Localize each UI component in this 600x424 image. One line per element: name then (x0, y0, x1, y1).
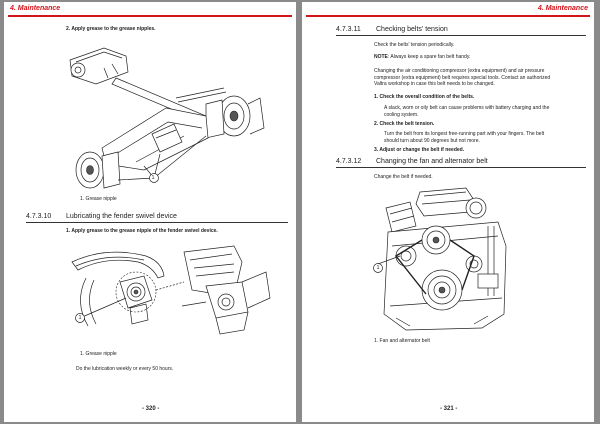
step-fender-grease: 1. Apply grease to the grease nipple of the fender swivel device. (66, 228, 218, 234)
section-4-7-3-12-number: 4.7.3.12 (336, 158, 362, 165)
step1-detail-line-2: cooling system. (384, 111, 419, 118)
step2-detail-line-1: Turn the belt from its longest free-running part with your fingers. The belt (384, 131, 545, 137)
step2-detail-line-2: should turn about 90 degrees but not more. (384, 137, 480, 144)
belt-intro: Check the belts' tension periodically. (374, 42, 455, 48)
right-header-rule (306, 15, 590, 17)
section-rule (26, 222, 288, 223)
left-page-header: 4. Maintenance (10, 5, 61, 12)
left-header-rule (8, 15, 292, 17)
step1-detail-line-1: A slack, worn or oily belt can cause problems with battery charging and the (384, 105, 550, 111)
page-number-321: - 321 - (440, 406, 458, 412)
left-page (4, 2, 296, 422)
right-page-header: 4. Maintenance (537, 5, 588, 12)
section-4-7-3-11-title: Checking belts' tension (376, 26, 448, 33)
fender-swivel-illustration (66, 242, 276, 342)
step-adjust-belt: 3. Adjust or change the belt if needed. (374, 147, 465, 153)
front-axle-illustration (56, 38, 276, 198)
section-rule (336, 35, 586, 36)
lubrication-interval-note: Do the lubrication weekly or every 50 hours. (76, 366, 174, 372)
engine-belt-illustration (370, 186, 520, 336)
special-tools-line-2: compressor (extra equipment) belt requires special tools. Contact an authorized (374, 74, 551, 81)
engine-figure-callout: 1 (376, 265, 380, 271)
page-number-320: - 320 - (142, 406, 160, 412)
section-4-7-3-12-title: Changing the fan and alternator belt (376, 158, 488, 165)
special-tools-line-1: Changing the air conditioning compressor (extra equipment) and air pressure (374, 68, 545, 74)
section-4-7-3-10-number: 4.7.3.10 (26, 213, 52, 220)
note-text: : Always keep a spare fan belt handy. (387, 54, 471, 60)
step-check-condition: 1. Check the overall condition of the belts. (374, 94, 475, 100)
figure2-caption: 1. Grease nipple (80, 351, 117, 357)
section-4-7-3-11-number: 4.7.3.11 (336, 26, 361, 33)
section-rule (336, 167, 586, 168)
figure1-callout: 1 (151, 175, 155, 181)
special-tools-line-3: Valtra workshop in case this belt needs to be changed. (374, 81, 495, 87)
engine-figure-caption: 1. Fan and alternator belt (374, 338, 430, 344)
step-check-tension: 2. Check the belt tension. (374, 121, 435, 127)
figure1-caption: 1. Grease nipple (80, 196, 117, 202)
change-belt-text: Change the belt if needed. (374, 174, 433, 180)
step-grease-nipples: 2. Apply grease to the grease nipples. (66, 26, 156, 32)
figure2-callout: 1 (78, 315, 82, 321)
note-line (374, 54, 470, 60)
section-4-7-3-10-title: Lubricating the fender swivel device (66, 213, 177, 220)
right-page (302, 2, 594, 422)
note-label: NOTE (374, 54, 388, 60)
